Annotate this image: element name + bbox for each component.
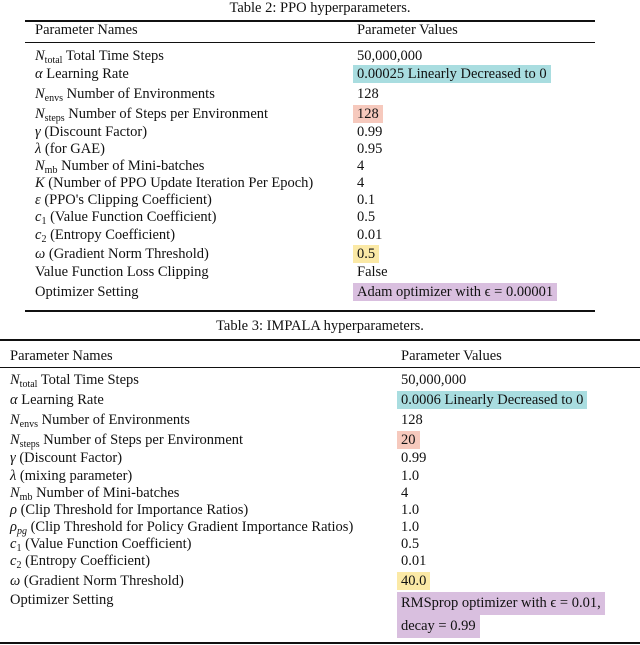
math-symbol: ε — [35, 192, 41, 208]
parameter-label: (Value Function Coefficient) — [21, 536, 192, 552]
math-subscript: 2 — [16, 560, 22, 571]
math-symbol: c — [10, 536, 17, 552]
math-subscript: envs — [44, 93, 64, 104]
parameter-label: Number of Mini-batches — [57, 158, 205, 174]
header-parameter-values: Parameter Values — [357, 22, 458, 38]
value-text: 4 — [357, 158, 365, 174]
math-symbol: ω — [35, 246, 46, 262]
parameter-name — [10, 392, 104, 409]
math-symbol: N — [35, 48, 45, 64]
math-symbol: N — [10, 372, 20, 388]
highlighted-value: 0.00025 Linearly Decreased to 0 — [353, 65, 551, 83]
parameter-label: (Discount Factor) — [15, 450, 123, 466]
value-text: False — [357, 264, 388, 280]
value-text: 1.0 — [401, 468, 420, 484]
parameter-label: Learning Rate — [42, 66, 129, 82]
value-text: 128 — [357, 86, 379, 102]
parameter-value — [357, 124, 382, 141]
parameter-label: Total Time Steps — [37, 372, 139, 388]
math-subscript: total — [44, 55, 63, 66]
parameter-name — [10, 450, 122, 467]
table-caption: Table 3: IMPALA hyperparameters. — [216, 318, 424, 334]
parameter-label: Value Function Loss Clipping — [35, 264, 209, 280]
highlighted-value: RMSprop optimizer with ϵ = 0.01, — [397, 592, 605, 615]
value-text: 50,000,000 — [401, 372, 467, 388]
parameter-name — [35, 158, 204, 175]
parameter-label: (mixing parameter) — [16, 468, 133, 484]
math-symbol: γ — [10, 450, 16, 466]
parameter-name — [35, 124, 147, 141]
value-text: 0.99 — [357, 124, 383, 140]
parameter-label: (Entropy Coefficient) — [46, 227, 176, 243]
header-parameter-names: Parameter Names — [35, 22, 138, 38]
math-symbol: N — [35, 158, 45, 174]
header-rule — [25, 42, 595, 43]
parameter-value — [401, 519, 419, 536]
parameter-label: (Gradient Norm Threshold) — [45, 246, 209, 262]
highlighted-value: 0.5 — [353, 245, 379, 263]
parameter-name — [10, 412, 190, 429]
math-subscript: steps — [19, 439, 40, 450]
math-symbol: ω — [10, 573, 21, 589]
parameter-name — [35, 141, 105, 158]
value-text: 4 — [357, 175, 365, 191]
parameter-name — [35, 264, 209, 281]
top-rule — [0, 339, 640, 341]
math-subscript: total — [19, 379, 38, 390]
value-text: 1.0 — [401, 519, 420, 535]
parameter-label: Number of Environments — [63, 86, 215, 102]
parameter-value — [357, 48, 422, 65]
parameter-value — [401, 502, 419, 519]
parameter-label: (Value Function Coefficient) — [46, 209, 217, 225]
parameter-value — [357, 66, 551, 83]
value-text: 4 — [401, 485, 409, 501]
value-text: 0.5 — [401, 536, 420, 552]
math-subscript: mb — [19, 492, 33, 503]
parameter-label: Number of Steps per Environment — [39, 432, 244, 448]
header-parameter-values: Parameter Values — [401, 348, 502, 364]
math-symbol: N — [10, 432, 20, 448]
math-subscript: pg — [16, 526, 27, 537]
parameter-value — [357, 227, 382, 244]
header-parameter-names: Parameter Names — [10, 348, 113, 364]
highlighted-value: Adam optimizer with ϵ = 0.00001 — [353, 283, 557, 301]
parameter-name — [10, 536, 192, 553]
parameter-label: Learning Rate — [17, 392, 104, 408]
value-text: 0.5 — [357, 209, 376, 225]
math-subscript: envs — [19, 419, 39, 430]
math-symbol: K — [35, 175, 45, 191]
parameter-name — [10, 372, 139, 389]
value-text: 0.1 — [357, 192, 376, 208]
parameter-name — [10, 573, 184, 590]
parameter-label: (Number of PPO Update Iteration Per Epoch) — [44, 175, 314, 191]
value-text: 0.95 — [357, 141, 383, 157]
parameter-value — [357, 106, 383, 123]
parameter-name — [35, 86, 215, 103]
parameter-value — [357, 192, 375, 209]
highlighted-value: 0.0006 Linearly Decreased to 0 — [397, 391, 587, 409]
parameter-value — [357, 175, 364, 192]
parameter-value — [401, 573, 430, 590]
parameter-value — [401, 432, 420, 449]
math-symbol: ρ — [10, 502, 17, 518]
parameter-value — [357, 86, 379, 103]
value-text: 0.99 — [401, 450, 427, 466]
parameter-value — [401, 553, 426, 570]
math-symbol: c — [35, 227, 42, 243]
parameter-value — [401, 372, 466, 389]
parameter-value — [401, 536, 419, 553]
parameter-label: Optimizer Setting — [35, 284, 139, 300]
parameter-label: (Clip Threshold for Importance Ratios) — [16, 502, 249, 518]
math-symbol: γ — [35, 124, 41, 140]
math-subscript: 1 — [41, 216, 47, 227]
math-symbol: N — [35, 86, 45, 102]
parameter-value — [401, 592, 605, 638]
parameter-name — [10, 553, 150, 570]
parameter-name — [10, 502, 248, 519]
table-caption: Table 2: PPO hyperparameters. — [229, 0, 411, 16]
math-symbol: α — [35, 66, 43, 82]
parameter-name — [35, 192, 212, 209]
parameter-label: (Clip Threshold for Policy Gradient Importance Ratios) — [26, 519, 354, 535]
parameter-value — [401, 392, 587, 409]
value-text: 0.01 — [401, 553, 427, 569]
parameter-value — [401, 468, 419, 485]
parameter-label: (for GAE) — [41, 141, 105, 157]
highlighted-value-continued: decay = 0.99 — [397, 615, 480, 638]
math-subscript: steps — [44, 113, 65, 124]
math-symbol: N — [35, 106, 45, 122]
parameter-value — [357, 209, 375, 226]
parameter-label: (Gradient Norm Threshold) — [20, 573, 184, 589]
bottom-rule — [25, 310, 595, 312]
parameter-name — [35, 227, 175, 244]
parameter-value — [401, 485, 408, 502]
math-symbol: N — [10, 485, 20, 501]
parameter-value — [357, 141, 382, 158]
highlighted-value: 20 — [397, 431, 420, 449]
parameter-name — [10, 485, 179, 502]
math-subscript: 1 — [16, 543, 22, 554]
math-symbol: ρ — [10, 519, 17, 535]
parameter-value — [357, 158, 364, 175]
parameter-name — [35, 106, 268, 123]
math-symbol: λ — [35, 141, 42, 157]
highlighted-value: 40.0 — [397, 572, 430, 590]
parameter-name — [10, 519, 353, 536]
parameter-name — [10, 468, 132, 485]
parameter-label: Number of Mini-batches — [32, 485, 180, 501]
parameter-label: (PPO's Clipping Coefficient) — [40, 192, 212, 208]
math-symbol: N — [10, 412, 20, 428]
parameter-label: Number of Steps per Environment — [64, 106, 269, 122]
parameter-label: (Entropy Coefficient) — [21, 553, 151, 569]
parameter-name — [35, 209, 217, 226]
parameter-label: Optimizer Setting — [10, 592, 114, 608]
parameter-name — [35, 284, 139, 301]
parameter-name — [35, 246, 209, 263]
parameter-value — [401, 450, 426, 467]
math-subscript: mb — [44, 165, 58, 176]
parameter-value — [357, 264, 388, 281]
value-text: 128 — [401, 412, 423, 428]
value-text: 50,000,000 — [357, 48, 423, 64]
math-subscript: 2 — [41, 234, 47, 245]
parameter-name — [10, 432, 243, 449]
math-symbol: λ — [10, 468, 17, 484]
math-symbol: α — [10, 392, 18, 408]
parameter-name — [35, 66, 129, 83]
header-rule — [0, 367, 640, 368]
math-symbol: c — [35, 209, 42, 225]
parameter-value — [401, 412, 423, 429]
parameter-label: Number of Environments — [38, 412, 190, 428]
parameter-name — [35, 175, 313, 192]
parameter-name — [35, 48, 164, 65]
parameter-value — [357, 246, 379, 263]
bottom-rule — [0, 642, 640, 644]
parameter-value — [357, 284, 557, 301]
parameter-name — [10, 592, 114, 609]
parameter-label: (Discount Factor) — [40, 124, 148, 140]
value-text: 0.01 — [357, 227, 383, 243]
highlighted-value: 128 — [353, 105, 383, 123]
math-symbol: c — [10, 553, 17, 569]
parameter-label: Total Time Steps — [62, 48, 164, 64]
value-text: 1.0 — [401, 502, 420, 518]
